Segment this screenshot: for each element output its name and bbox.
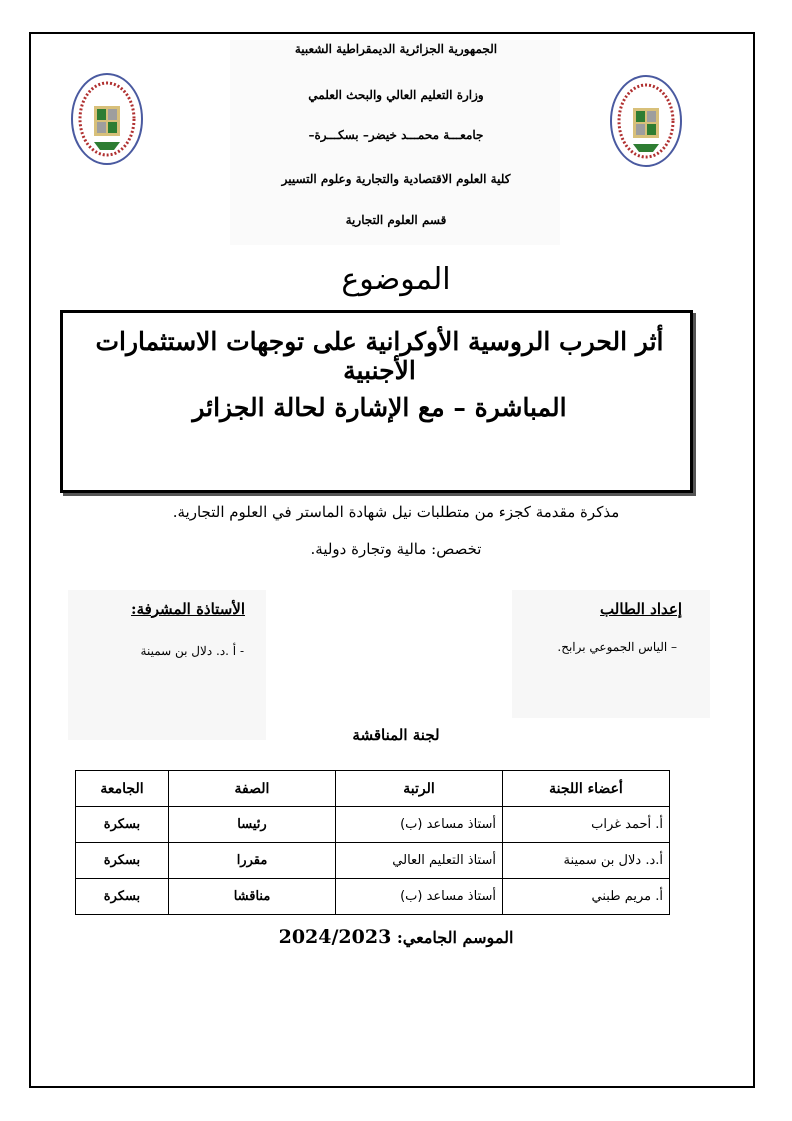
- table-row: [76, 879, 670, 915]
- committee-table: [75, 770, 670, 915]
- department-name: قسم العلوم التجارية: [345, 213, 447, 227]
- member-university: بسكرة: [76, 879, 169, 915]
- university-logo-icon: [70, 72, 144, 166]
- member-rank: أستاذ التعليم العالي: [336, 843, 503, 879]
- member-name: أ.د. دلال بن سمينة: [503, 843, 670, 879]
- column-header-rank: الرتبة: [336, 771, 503, 807]
- faculty-name: كلية العلوم الاقتصادية والتجارية وعلوم التسيير: [281, 172, 511, 186]
- specialty: تخصص: مالية وتجارة دولية.: [310, 540, 482, 558]
- member-role: مقررا: [169, 843, 336, 879]
- university-name: جامعـــة محمـــد خيضر– بسكـــرة–: [308, 128, 484, 142]
- member-name: أ. أحمد غراب: [503, 807, 670, 843]
- committee-heading: لجنة المناقشة: [352, 726, 440, 744]
- member-rank: أستاذ مساعد (ب): [336, 879, 503, 915]
- student-heading: إعداد الطالب: [600, 600, 682, 618]
- column-header-members: أعضاء اللجنة: [503, 771, 670, 807]
- thesis-title-box: [60, 310, 693, 493]
- member-role: رئيسا: [169, 807, 336, 843]
- subject-label: الموضوع: [341, 262, 451, 297]
- supervisor-heading: الأستاذة المشرفة:: [131, 600, 245, 618]
- thesis-title-line-2: المباشرة – مع الإشارة لحالة الجزائر: [192, 393, 567, 422]
- supervisor-name: - أ .د. دلال بن سمينة: [140, 644, 244, 658]
- memo-description: مذكرة مقدمة كجزء من متطلبات نيل شهادة الماستر في العلوم التجارية.: [172, 503, 620, 521]
- season-label: الموسم الجامعي:: [396, 928, 514, 947]
- ministry-name: وزارة التعليم العالي والبحث العلمي: [308, 88, 484, 102]
- member-role: مناقشا: [169, 879, 336, 915]
- table-header-row: [76, 771, 670, 807]
- member-rank: أستاذ مساعد (ب): [336, 807, 503, 843]
- member-university: بسكرة: [76, 807, 169, 843]
- table-row: [76, 843, 670, 879]
- member-name: أ. مريم طبني: [503, 879, 670, 915]
- thesis-title-line-1: أثر الحرب الروسية الأوكرانية على توجهات الاستثمارات الأجنبية: [95, 327, 664, 385]
- university-logo-left: [70, 72, 144, 166]
- table-row: [76, 807, 670, 843]
- column-header-university: الجامعة: [76, 771, 169, 807]
- column-header-role: الصفة: [169, 771, 336, 807]
- academic-season: [0, 926, 792, 948]
- student-name: – الياس الجموعي برابح.: [557, 640, 677, 654]
- season-year: 2024/2023: [278, 926, 392, 948]
- member-university: بسكرة: [76, 843, 169, 879]
- republic-name: الجمهورية الجزائرية الديمقراطية الشعبية: [294, 42, 498, 56]
